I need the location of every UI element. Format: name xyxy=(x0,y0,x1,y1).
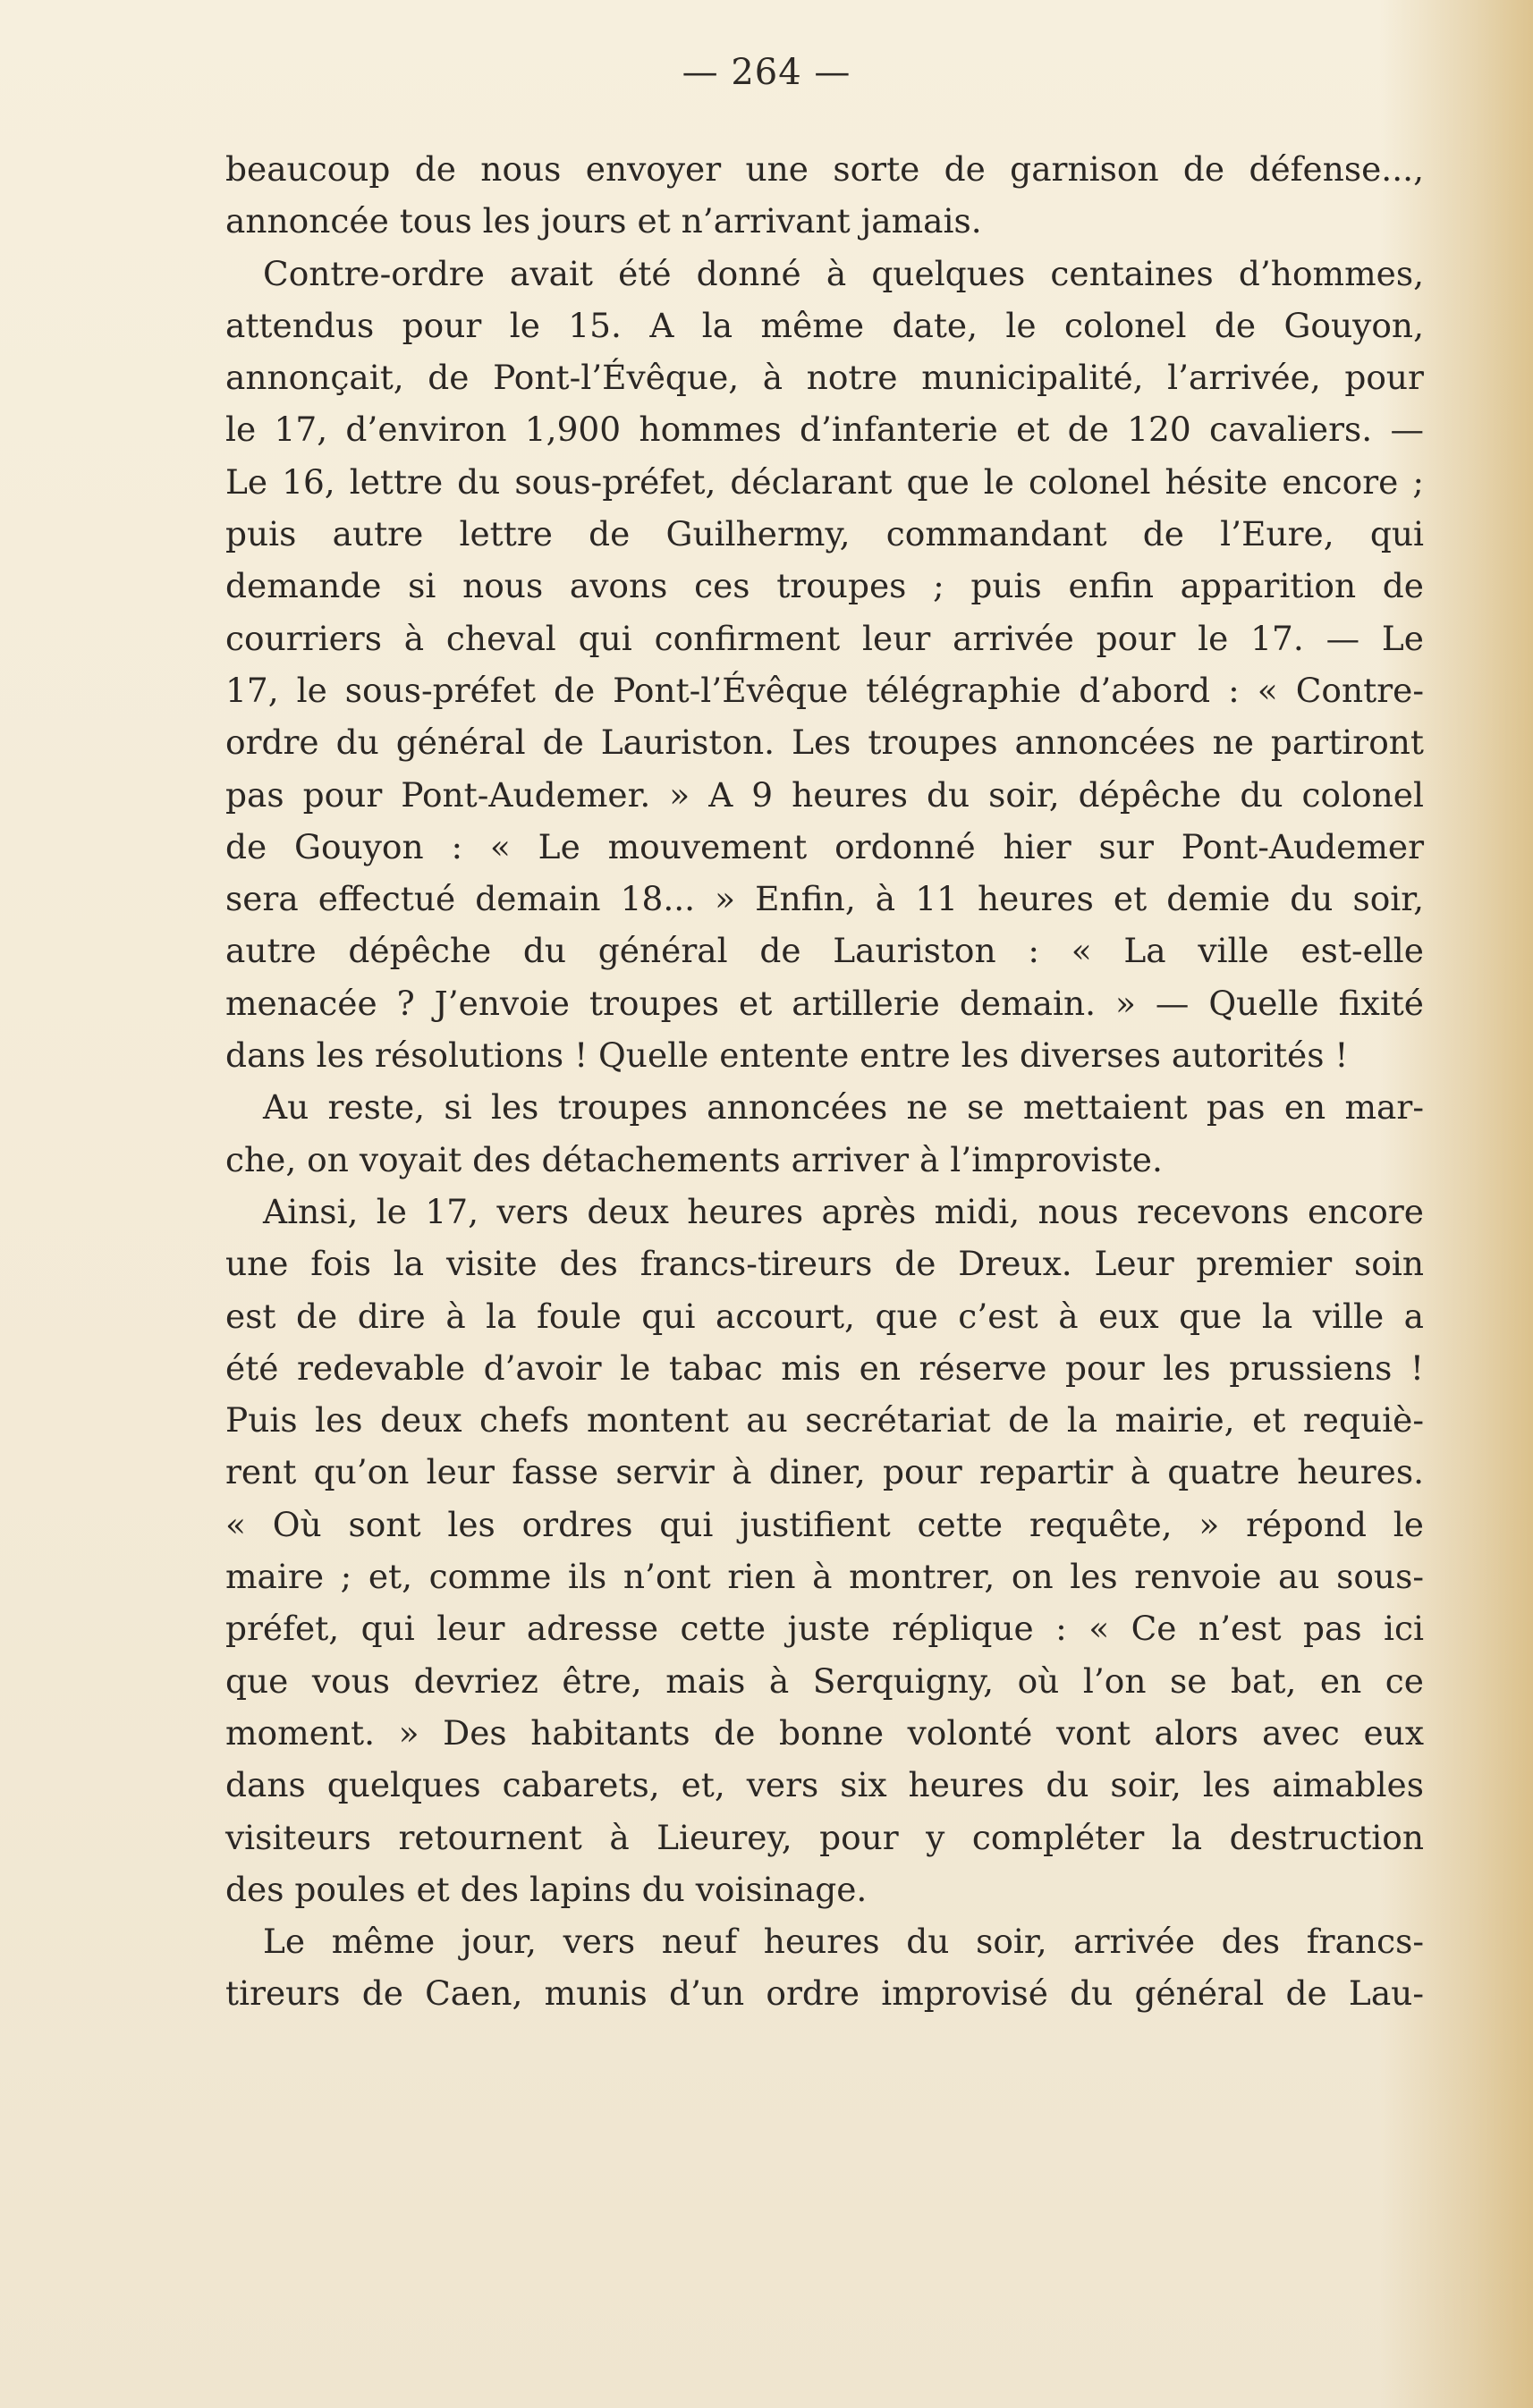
text-line: visiteurs retournent à Lieurey, pour y compléter la destruction xyxy=(225,1817,1424,1857)
text-line: ordre du général de Lauriston. Les troupes annoncées ne partiront xyxy=(225,722,1424,763)
text-line: été redevable d’avoir le tabac mis en réserve pour les prussiens ! xyxy=(225,1348,1424,1388)
text-line: Le même jour, vers neuf heures du soir, arrivée des francs- xyxy=(263,1922,1424,1962)
text-line: autre dépêche du général de Lauriston : « La ville est-elle xyxy=(225,931,1424,971)
text-line: est de dire à la foule qui accourt, que c’est à eux que la ville a xyxy=(225,1296,1424,1336)
text-line: menacée ? J’envoie troupes et artillerie demain. » — Quelle fixité xyxy=(225,983,1424,1023)
body-text xyxy=(225,143,1424,2020)
text-line: pas pour Pont-Audemer. » A 9 heures du soir, dépêche du colonel xyxy=(225,774,1424,815)
text-line: Contre-ordre avait été donné à quelques centaines d’hommes, xyxy=(263,253,1424,293)
text-line: annoncée tous les jours et n’arrivant jamais. xyxy=(225,201,982,241)
text-line: demande si nous avons ces troupes ; puis enfin apparition de xyxy=(225,566,1424,606)
text-line: maire ; et, comme ils n’ont rien à montrer, on les renvoie au sous- xyxy=(225,1557,1424,1597)
text-line: rent qu’on leur fasse servir à diner, pour repartir à quatre heures. xyxy=(225,1452,1424,1492)
text-line: sera effectué demain 18... » Enfin, à 11 heures et demie du soir, xyxy=(225,879,1424,919)
text-line: une fois la visite des francs-tireurs de Dreux. Leur premier soin xyxy=(225,1244,1424,1284)
text-line: annonçait, de Pont-l’Évêque, à notre municipalité, l’arrivée, pour xyxy=(225,358,1424,398)
text-line: dans les résolutions ! Quelle entente entre les diverses autorités ! xyxy=(225,1035,1349,1076)
text-line: Au reste, si les troupes annoncées ne se mettaient pas en mar- xyxy=(263,1087,1424,1128)
text-line: puis autre lettre de Guilhermy, commandant de l’Eure, qui xyxy=(225,514,1424,554)
text-line: moment. » Des habitants de bonne volonté vont alors avec eux xyxy=(225,1712,1424,1753)
text-line: Le 16, lettre du sous-préfet, déclarant que le colonel hésite encore ; xyxy=(225,461,1424,502)
text-line: Ainsi, le 17, vers deux heures après midi, nous recevons encore xyxy=(263,1191,1424,1231)
text-line: que vous devriez être, mais à Serquigny, où l’on se bat, en ce xyxy=(225,1660,1424,1701)
text-line: des poules et des lapins du voisinage. xyxy=(225,1869,868,1909)
text-line: 17, le sous-préfet de Pont-l’Évêque télégraphie d’abord : « Contre- xyxy=(225,670,1424,710)
text-line: « Où sont les ordres qui justifient cette requête, » répond le xyxy=(225,1504,1424,1544)
text-line: préfet, qui leur adresse cette juste réplique : « Ce n’est pas ici xyxy=(225,1609,1424,1649)
page-number: — 264 — xyxy=(682,52,851,93)
text-line: beaucoup de nous envoyer une sorte de garnison de défense..., xyxy=(225,149,1424,189)
text-line: le 17, d’environ 1,900 hommes d’infanterie et de 120 cavaliers. — xyxy=(225,410,1424,450)
text-line: attendus pour le 15. A la même date, le colonel de Gouyon, xyxy=(225,305,1424,345)
text-line: de Gouyon : « Le mouvement ordonné hier sur Pont-Audemer xyxy=(225,826,1424,866)
text-line: tireurs de Caen, munis d’un ordre improvisé du général de Lau- xyxy=(225,1973,1424,2014)
text-line: courriers à cheval qui confirment leur arrivée pour le 17. — Le xyxy=(225,618,1424,658)
text-line: dans quelques cabarets, et, vers six heures du soir, les aimables xyxy=(225,1765,1424,1805)
text-line: che, on voyait des détachements arriver à l’improviste. xyxy=(225,1139,1163,1179)
text-line: Puis les deux chefs montent au secrétariat de la mairie, et requiè- xyxy=(225,1400,1424,1441)
